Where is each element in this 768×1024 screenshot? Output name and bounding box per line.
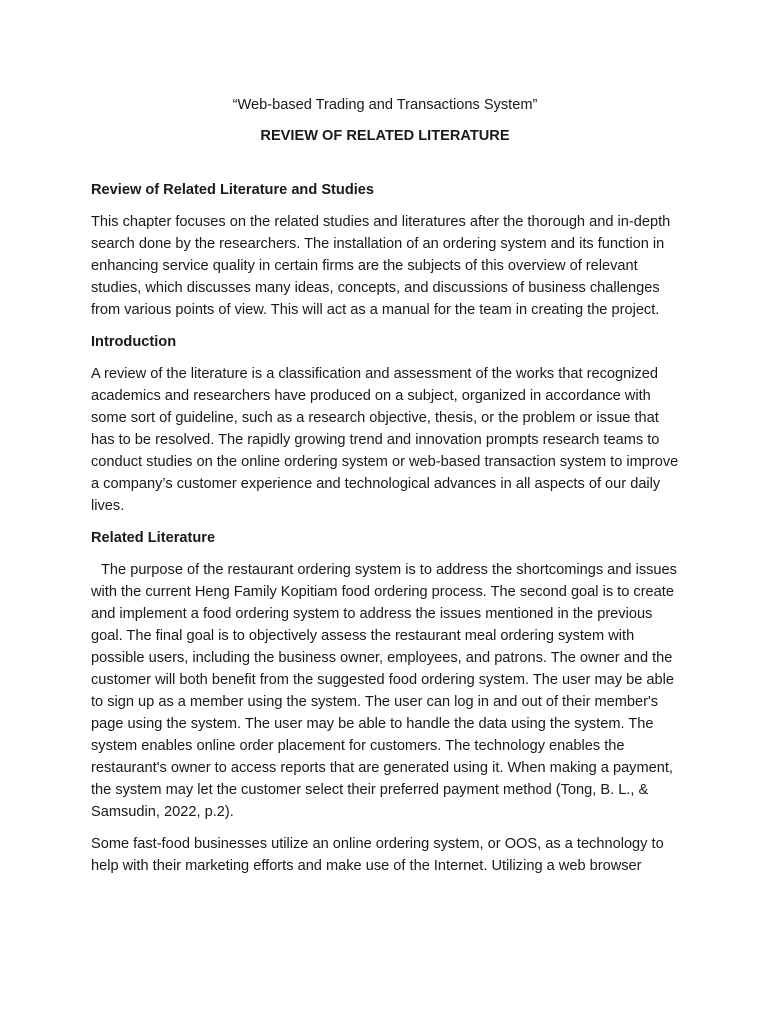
section-heading-related-literature: Related Literature bbox=[91, 530, 216, 546]
paragraph-related-literature-1: The purpose of the restaurant ordering system is to address the shortcomings and issues with the current Heng Family Kopitiam food ordering process. The second goal is to create and implement a food ordering system to address the issues mentioned in the previous goal. The final goal is to objectively assess the restaurant meal ordering system with possible users, including the business owner, employees, and patrons. The owner and the customer will both benefit from the suggested food ordering system. The user may be able to sign up as a member using the system. The user can log in and out of their member's page using the system. The user may be able to handle the data using the system. The system enables online order placement for customers. The technology enables the restaurant's owner to access reports that are generated using it. When making a payment, the system may let the customer select their preferred payment method (Tong, B. L., & Samsudin, 2022, p.2). bbox=[91, 562, 677, 820]
section-heading-review: Review of Related Literature and Studies bbox=[91, 182, 375, 198]
section-heading-introduction: Introduction bbox=[91, 334, 177, 350]
paragraph-related-literature-2: Some fast-food businesses utilize an online ordering system, or OOS, as a technology to help with their marketing efforts and make use of the Internet. Utilizing a web browser bbox=[91, 836, 664, 874]
document-subtitle: REVIEW OF RELATED LITERATURE bbox=[260, 128, 510, 144]
document-title: “Web-based Trading and Transactions System” bbox=[232, 97, 538, 113]
paragraph-introduction-1: A review of the literature is a classification and assessment of the works that recognized academics and researchers have produced on a subject, organized in accordance with some sort of guideline, such as a research objective, thesis, or the problem or issue that has to be resolved. The rapidly growing trend and innovation prompts research teams to conduct studies on the online ordering system or web-based transaction system to improve a company’s customer experience and technological advances in all aspects of our daily lives. bbox=[91, 366, 679, 514]
document-page bbox=[91, 94, 679, 887]
paragraph-review-1: This chapter focuses on the related studies and literatures after the thorough and in-depth search done by the researchers. The installation of an ordering system and its function in enhancing service quality in certain firms are the subjects of this overview of relevant studies, which discusses many ideas, concepts, and discussions of business challenges from various points of view. This will act as a manual for the team in creating the project. bbox=[91, 214, 671, 318]
